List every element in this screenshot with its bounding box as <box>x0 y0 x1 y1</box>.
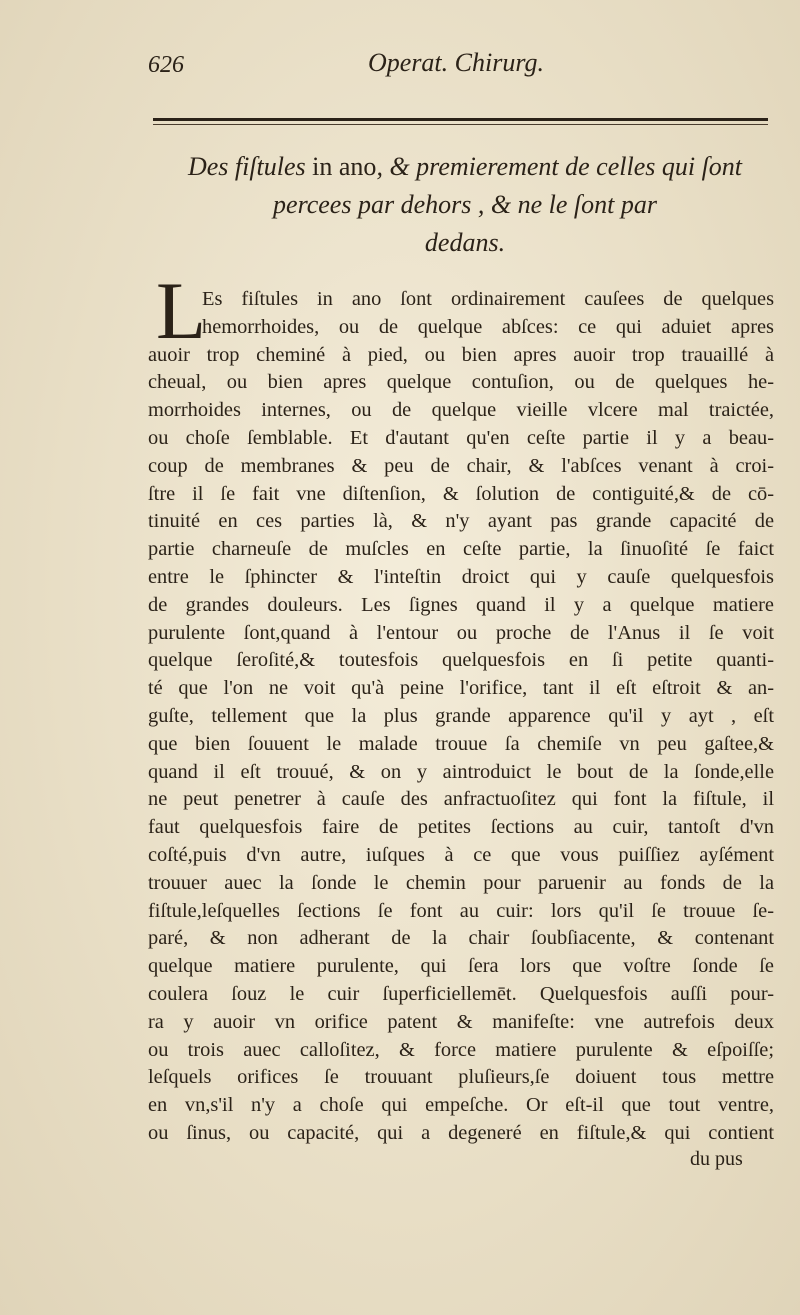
text-line: morrhoides internes, ou de quelque vieille vlcere mal traictée, <box>148 399 774 422</box>
page-number: 626 <box>148 52 184 78</box>
chapter-heading <box>160 148 770 262</box>
text-line: coulera ſouz le cuir ſuperficiellemēt. Quelquesfois auſſi pour- <box>148 982 774 1005</box>
text-line: coſté,puis d'vn autre, iuſques à ce que vous puiſſiez ayſément <box>148 843 774 866</box>
text-line: de grandes douleurs. Les ſignes quand il y a quelque matiere <box>148 593 774 616</box>
heading-line-2: percees par dehors , & ne le ſont par <box>273 190 657 219</box>
text-line: partie charneuſe de muſcles en ceſte partie, la ſinuoſité ſe faict <box>148 538 774 561</box>
text-line: tinuité en ces parties là, & n'y ayant pas grande capacité de <box>148 510 774 533</box>
text-line: paré, & non adherant de la chair ſoubſiacente, & contenant <box>148 927 774 950</box>
text-line: leſquels orifices ſe trouuant pluſieurs,ſe doiuent tous mettre <box>148 1066 774 1089</box>
text-line: entre le ſphincter & l'inteſtin droict qui y cauſe quelquesfois <box>148 565 774 588</box>
drop-cap: L <box>156 265 207 356</box>
text-line: quelque ſeroſité,& toutesfois quelquesfois en ſi petite quanti- <box>148 649 774 672</box>
text-line: ſtre il ſe fait vne diſtenſion, & ſolution de contiguité,& de cō- <box>148 482 774 505</box>
text-line: quelque matiere purulente, qui ſera lors que voſtre ſonde ſe <box>148 955 774 978</box>
running-title: Operat. Chirurg. <box>368 48 544 77</box>
text-line: quand il eſt trouué, & on y aintroduict le bout de la ſonde,elle <box>148 760 774 783</box>
text-line: que bien ſouuent le malade trouue ſa chemiſe vn peu gaſtee,& <box>148 732 774 755</box>
text-line: trouuer auec la ſonde le chemin pour paruenir au fonds de la <box>148 871 774 894</box>
body-text <box>148 286 774 1148</box>
text-line: hemorrhoides, ou de quelque abſces: ce qui aduiet apres <box>202 315 774 338</box>
text-line: faut quelquesfois faire de petites ſections au cuir, tantoſt d'vn <box>148 816 774 839</box>
catchword: du pus <box>690 1148 743 1170</box>
heading-line-1-part-b: in ano <box>312 152 377 181</box>
text-line: ou trois auec calloſitez, & force matiere purulente & eſpoiſſe; <box>148 1038 774 1061</box>
heading-line-1-part-a: Des fiſtules <box>187 152 306 181</box>
header-rule-thin <box>153 124 768 125</box>
text-line: Es fiſtules in ano ſont ordinairement cauſees de quelques <box>202 288 774 310</box>
text-line: ne peut penetrer à cauſe des anfractuoſitez qui font la fiſtule, il <box>148 788 774 811</box>
text-line: auoir trop cheminé à pied, ou bien apres auoir trop trauaillé à <box>148 343 774 366</box>
heading-line-1 <box>160 148 770 186</box>
text-line: ou ſinus, ou capacité, qui a degeneré en fiſtule,& qui contient <box>148 1121 774 1144</box>
text-line: en vn,s'il n'y a choſe qui empeſche. Or eſt-il que tout ventre, <box>148 1094 774 1117</box>
header-rule-thick <box>153 118 768 121</box>
heading-line-1-part-c: , & premierement de celles qui ſont <box>376 152 743 181</box>
heading-line-3: dedans. <box>424 228 506 257</box>
text-line: ou choſe ſemblable. Et d'autant qu'en ceſte partie il y a beau- <box>148 426 774 449</box>
text-line: coup de membranes & peu de chair, & l'abſces venant à croi- <box>148 454 774 477</box>
text-line: cheual, ou bien apres quelque contuſion, ou de quelques he- <box>148 371 774 394</box>
text-line: fiſtule,leſquelles ſections ſe font au cuir: lors qu'il ſe trouue ſe- <box>148 899 774 922</box>
text-line: ra y auoir vn orifice patent & manifeſte: vne autrefois deux <box>148 1010 774 1033</box>
text-line: purulente ſont,quand à l'entour ou proche de l'Anus il ſe voit <box>148 621 774 644</box>
text-line: té que l'on ne voit qu'à peine l'orifice, tant il eſt eſtroit & an- <box>148 677 774 700</box>
text-line: guſte, tellement que la plus grande apparence qu'il y ayt , eſt <box>148 704 774 727</box>
